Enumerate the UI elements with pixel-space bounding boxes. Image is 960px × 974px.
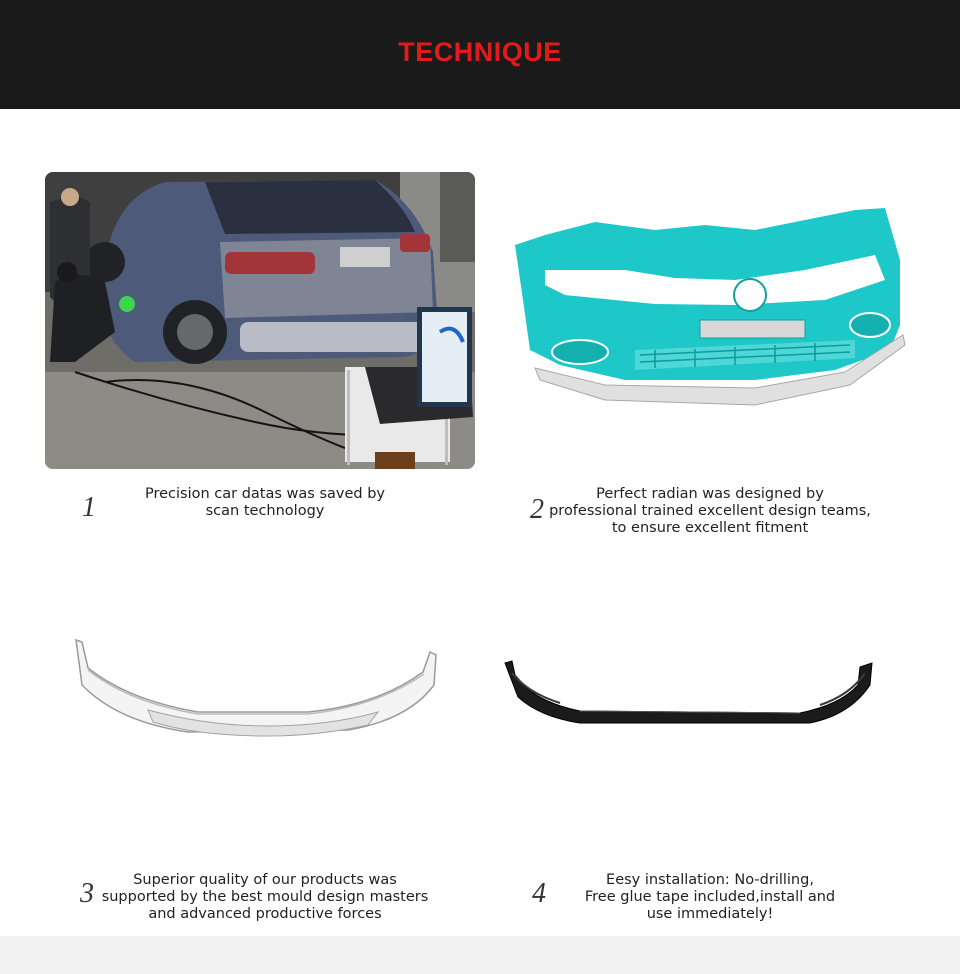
black-front-lip-product (500, 655, 880, 735)
step-number-1: 1 (82, 492, 96, 523)
step-number-2: 2 (530, 494, 544, 525)
caption-line: Eesy installation: No-drilling, (606, 872, 814, 888)
caption-line: and advanced productive forces (148, 906, 382, 922)
caption-line: Free glue tape included,install and (584, 889, 836, 905)
step-number-3: 3 (80, 878, 94, 909)
footer-band (0, 936, 960, 974)
step-number-4: 4 (532, 878, 546, 909)
step-caption-1 (115, 486, 415, 520)
white-front-lip-mould (68, 630, 443, 750)
caption-line: Perfect radian was designed by (596, 486, 824, 502)
caption-line: professional trained excellent design teams, (549, 503, 871, 519)
step-caption-4 (560, 872, 860, 923)
caption-line: use immediately! (646, 906, 774, 922)
caption-line: Superior quality of our products was (133, 872, 397, 888)
car-scanning-photo (45, 172, 475, 469)
caption-line: Precision car datas was saved by (144, 486, 385, 502)
caption-line: supported by the best mould design masters (101, 889, 429, 905)
step-caption-3 (95, 872, 435, 923)
caption-line: scan technology (205, 503, 325, 519)
caption-line: to ensure excellent fitment (611, 520, 809, 536)
bumper-3d-design-render (505, 200, 910, 415)
page-title: TECHNIQUE (398, 37, 562, 67)
step-caption-2 (545, 486, 875, 537)
header-bar (0, 0, 960, 109)
